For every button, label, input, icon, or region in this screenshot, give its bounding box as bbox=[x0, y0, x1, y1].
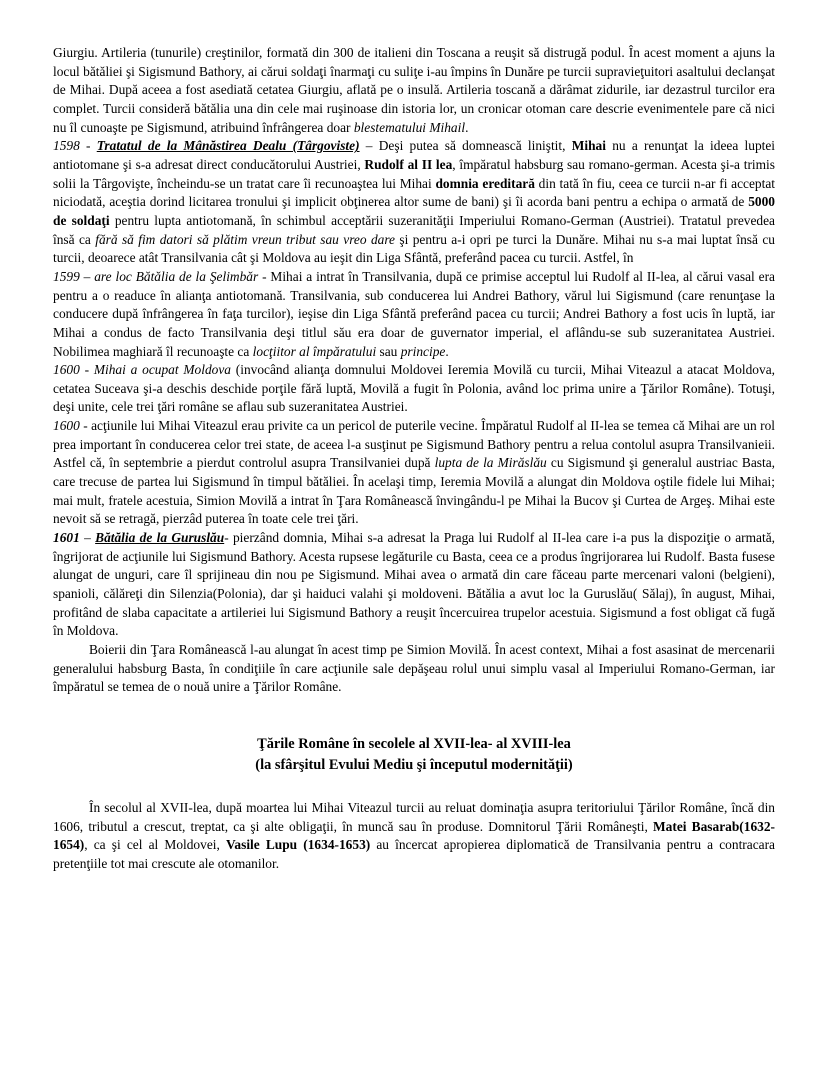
text-run: domnia ereditară bbox=[435, 175, 535, 191]
text-run: - acţiunile lui Mihai Viteazul erau privite ca un pericol de puterile vecine. Împăratul Rudolf al II-lea se temea că Mihai are un rol prea important în conducerea celor trei state, de aceea l-a susţinut pe Sigismund Bathory pentru a relua contolul asupra Transilvanieii. Astfel că, în septembrie a pierdut controlul asupra Transilvaniei după bbox=[53, 418, 775, 471]
paragraph-giurgiu-artillery bbox=[53, 44, 775, 137]
paragraph-1600-moldova bbox=[53, 361, 775, 417]
text-run: - pierzând domnia, Mihai s-a adresat la Praga lui Rudolf al II-lea care i-a pus la dispoziţie o armată, îngrijorat de acţiunile lui Sigismund Bathory. Acesta rupsese legăturile cu Basta, ceea ce a produs îngrijorarea lui Rudolf. Basta fusese alungat de unguri, care îl sprijineau din nou pe Sigismund. Mihai avea o armată din care făceau parte mercenari valoni (belgieni), spanioli, călăreţi din Silenzia(Polonia), dar şi haiduci valahi şi moldoveni. Bătălia a avut loc la Guruslău( Sălaj), în august, Mihai, profitând de slaba capacitate a artileriei lui Sigismund Bathory a reuşit încercuirea trupelor acestuia. Sigismund a fost obligat că fugă în Moldova. bbox=[53, 530, 775, 639]
paragraph-1599-selimbar bbox=[53, 268, 775, 361]
text-run: În secolul al XVII-lea, după moartea lui Mihai Viteazul turcii au reluat dominaţia asupra teritoriului Ţărilor Române, încă din 1606, tributul a crescut, treptat, ca şi alte obligaţii, în muncă sau în produse. Domnitorul Ţării Româneşti, bbox=[53, 799, 775, 834]
paragraph-boieri-assassination bbox=[53, 641, 775, 697]
text-run: au încercat apropierea diplomatică de Transilvania pentru a contracara pretenţiile tot mai crescute ale otomanilor. bbox=[53, 837, 775, 871]
paragraph-1600-dangers bbox=[53, 417, 775, 529]
section-heading-line-1: Ţările Române în secolele al XVII-lea- al XVIII-lea bbox=[257, 735, 571, 752]
body-paragraph-list bbox=[53, 44, 775, 697]
text-run: fără să fim datori să plătim vreun tribut sau vreo dare bbox=[95, 231, 395, 247]
text-run: Giurgiu. Artileria (tunurile) creştinilor, formată din 300 de italieni din Toscana a reuşit să distrugă podul. În acest moment a ajuns la locul bătăliei şi Sigismund Bathory, ai cărui soldaţi înarmaţi cu suliţe i-au împins în Dunăre pe turcii supravieţuitori asaltului declanşat de Mihai. După aceea a fost asediată cetatea Giurgiu, aflată pe o insulă. Artileria toscană a dărâmat zidurile, iar dezastrul turcilor era complet. Turcii consideră bătălia una din cele mai ruşinoase din istoria lor, un cronicar otoman care descrie evenimentele pare că nici nu îl cunoaşte pe Sigismund, atribuind înfrângerea doar bbox=[53, 45, 775, 135]
text-run: 5000 de soldaţi bbox=[53, 194, 775, 228]
text-run: Tratatul de la Mânăstirea Dealu (Târgoviste) bbox=[96, 138, 360, 154]
text-run: Mihai bbox=[571, 138, 606, 154]
text-run: – Deşi putea să domnească liniştit, bbox=[359, 138, 572, 154]
text-run: – bbox=[79, 530, 96, 546]
text-run: , ca şi cel al Moldovei, bbox=[84, 837, 226, 853]
paragraph-1598-treaty bbox=[53, 137, 775, 268]
paragraph-xvii-century-intro bbox=[53, 799, 775, 874]
text-run: Matei Basarab(1632-1654) bbox=[53, 818, 776, 853]
text-run: Bătălia de la Guruslău bbox=[95, 530, 225, 546]
text-run: , împăratul habsburg sau romano-german. Acesta şi-a trimis solii la Târgovişte, încheindu-se un tratat care îi recunoaştea lui Mihai bbox=[53, 156, 775, 191]
text-run: 1598 - bbox=[53, 138, 97, 154]
text-run: - Mihai a intrat în Transilvania, după ce primise acceptul lui Rudolf al II-lea, al cărui vasal era pentru a o readuce în alianţa antiotomană. Transilvania, sub conducerea lui Andrei Bathory, vărul lui Sigismund (care renunţase la conducere după înfrângerea în faţa turcilor), ieşise din Liga Sfântă preferând pacea cu turcii; Andrei Bathory a fost ucis în luptă, iar Mihai a condus de facto Transilvania deşi titlul său era doar de guvernator imperial, el aflându-se sub suzeranitatea Austriei. Nobilimea maghiară îl recunoaşte ca bbox=[53, 268, 775, 359]
text-run: principe bbox=[400, 343, 446, 359]
text-run: 1601 bbox=[53, 530, 80, 546]
text-run: sau bbox=[376, 343, 401, 359]
document-body bbox=[53, 44, 775, 874]
text-run: locţiitor al împăratului bbox=[252, 343, 377, 359]
closing-paragraph-block bbox=[53, 799, 775, 874]
text-run: pentru lupta antiotomană, în schimbul acceptării suzeranităţii Imperiului Romano-German (Austriei). Tratatul prevedea însă ca bbox=[53, 212, 775, 247]
text-run: (invocând alianţa domnului Moldovei Ieremia Movilă cu turcii, Mihai Viteazul a atacat Moldova, cetatea Suceava şi-a deschis deschide porţile fără luptă, Movilă a fugit în Polonia, având loc prima unire a Ţărilor Române). Totuşi, deşi unite, cele trei ţări române se aflau sub suzeranitatea Austriei. bbox=[53, 362, 775, 415]
text-run: din tată în fiu, ceea ce turcii n-ar fi acceptat niciodată, aceştia dorind licitarea tronului şi implicit obţinerea altor sume de bani) şi îi acorda bani pentru a echipa o armată de bbox=[53, 175, 776, 210]
text-run: Rudolf al II lea bbox=[364, 156, 453, 172]
text-run: Boierii din Ţara Românească l-au alungat în acest timp pe Simion Movilă. În acest context, Mihai a fost asasinat de mercenarii generalului habsburg Basta, în condiţiile în care acţiunile sale depăşeau rolul unui simplu vasal al Imperiului Romano-German, iar împăratul se temea de o nouă unire a Ţărilor Române. bbox=[53, 642, 775, 695]
text-run: Vasile Lupu (1634-1653) bbox=[225, 837, 371, 853]
text-run: cu Sigismund şi generalul austriac Basta, care trecuse de partea lui Sigismund în timpul bătăliei. În acelaşi timp, Ieremia Movilă a alungat din Moldova oştile fidele lui Mihai; mai mult, fratele acestuia, Simion Movilă a intrat în Ţara Românească învingându-l pe Mihai la Bucov şi Curtea de Argeş. Mihai este nevoit să se retragă, pierzâd puterea în toate cele trei ţări. bbox=[53, 455, 775, 527]
text-run: nu a renunţat la ideea luptei antiotomane şi s-a adresat direct conducătorului Austriei, bbox=[53, 138, 776, 172]
text-run: 1600 - Mihai a ocupat Moldova bbox=[53, 362, 231, 378]
text-run: şi pentru a-i opri pe turci la Dunăre. Mihai nu s-a mai luptat însă cu turcii, deoarece atât Transilvania cât şi Moldova au ieşit din Liga Sfântă, preferând pacea cu turcii. Astfel, în bbox=[53, 231, 775, 266]
text-run: . bbox=[465, 119, 469, 135]
paragraph-1601-guruslau bbox=[53, 529, 775, 641]
text-run: . bbox=[445, 343, 449, 359]
text-run: 1599 – are loc Bătălia de la Şelimbăr bbox=[53, 268, 259, 284]
text-run: lupta de la Mirăslău bbox=[434, 455, 547, 471]
text-run: 1600 bbox=[53, 418, 80, 434]
section-heading bbox=[53, 734, 775, 776]
section-heading-line-2: (la sfârşitul Evului Mediu şi începutul modernităţii) bbox=[255, 756, 573, 773]
text-run: blestematului Mihail bbox=[353, 119, 466, 135]
